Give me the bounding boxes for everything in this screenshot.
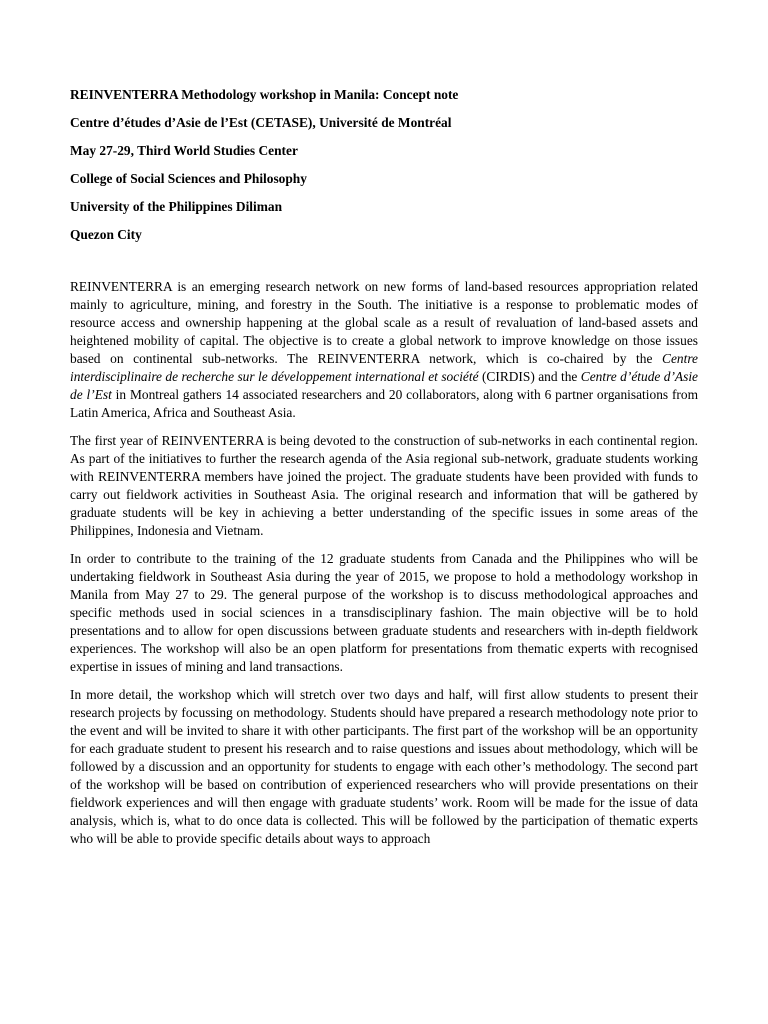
paragraph-workshop-purpose: In order to contribute to the training of the 12 graduate students from Canada and the Philippines who will be undertaking fieldwork in Southeast Asia during the year of 2015, we propose to hold a methodology workshop in Manila from May 27 to 29. The general purpose of the workshop is to discuss methodological approaches and specific methods used in social sciences in a transdisciplinary fashion. The main objective will be to hold presentations and to allow for open discussions between graduate students and researchers with in-depth fieldwork experiences. The workshop will also be an open platform for presentations from thematic experts with recognised expertise in issues of mining and land transactions. <box>70 551 698 674</box>
city-line: Quezon City <box>70 227 142 242</box>
paragraph-intro-text-1: REINVENTERRA is an emerging research network on new forms of land-based resources appropriation related mainly to agriculture, mining, and forestry in the South. The initiative is a response to problematic modes of resource access and ownership happening at the global scale as a result of revaluation of land-based assets and heightened mobility of capital. The objective is to create a global network to improve knowledge on those issues based on continental sub-networks. The REINVENTERRA network, which is co-chaired by the <box>70 279 698 366</box>
college-line: College of Social Sciences and Philosophy <box>70 171 307 186</box>
paragraph-intro <box>70 278 698 422</box>
paragraph-workshop-detail: In more detail, the workshop which will stretch over two days and half, will first allow students to present their research projects by focussing on methodology. Students should have prepared a research methodology note prior to the event and will be invited to share it with other participants. The first part of the workshop will be an opportunity for each graduate student to present his research and to raise questions and issues about methodology, which will be followed by a discussion and an opportunity for students to engage with each other’s methodology. The second part of the workshop will be based on contribution of experienced researchers who will provide presentations on their fieldwork experiences and will then engage with graduate students’ work. Room will be made for the issue of data analysis, which is, what to do once data is collected. This will be followed by the participation of thematic experts who will be able to provide specific details about ways to approach <box>70 687 698 846</box>
paragraph-first-year: The first year of REINVENTERRA is being devoted to the construction of sub-networks in each continental region. As part of the initiatives to further the research agenda of the Asia regional sub-network, graduate students working with REINVENTERRA members have joined the project. The graduate students have been provided with funds to carry out fieldwork activities in Southeast Asia. The original research and information that will be gathered by graduate students will be key in achieving a better understanding of the specific issues in some areas of the Philippines, Indonesia and Vietnam. <box>70 433 698 538</box>
cirdis-name: Centre interdisciplinaire de recherche sur le développement international et société <box>70 351 698 384</box>
organizer-line: Centre d’études d’Asie de l’Est (CETASE), Université de Montréal <box>70 115 452 130</box>
paragraph-intro-text-3: in Montreal gathers 14 associated researchers and 20 collaborators, along with 6 partner organisations from Latin America, Africa and Southeast Asia. <box>70 387 698 420</box>
cetase-name: Centre d’étude d’Asie de l’Est <box>70 369 698 402</box>
document-title: REINVENTERRA Methodology workshop in Manila: Concept note <box>70 87 459 102</box>
university-line: University of the Philippines Diliman <box>70 199 283 214</box>
document-header <box>70 86 698 244</box>
paragraph-intro-text-2: (CIRDIS) and the <box>478 369 581 384</box>
date-venue-line: May 27-29, Third World Studies Center <box>70 143 298 158</box>
